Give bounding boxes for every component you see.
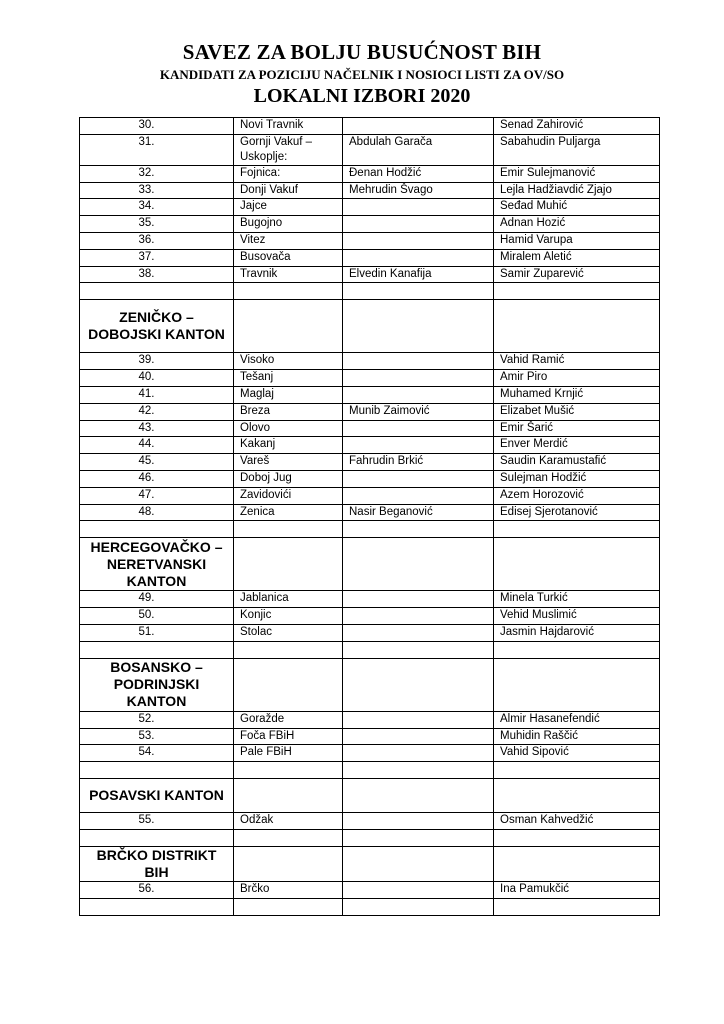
empty-cell — [494, 829, 660, 846]
region-header-row — [80, 658, 660, 711]
mayor-candidate-cell — [343, 624, 494, 641]
empty-cell — [343, 538, 494, 591]
empty-cell — [343, 521, 494, 538]
row-number: 48. — [80, 504, 234, 521]
table-row — [80, 216, 660, 233]
municipality-cell: Fojnica: — [234, 165, 343, 182]
mayor-candidate-cell: Đenan Hodžić — [343, 165, 494, 182]
list-leader-cell: Hamid Varupa — [494, 232, 660, 249]
municipality-cell: Travnik — [234, 266, 343, 283]
municipality-cell: Konjic — [234, 608, 343, 625]
empty-cell — [494, 283, 660, 300]
table-row — [80, 118, 660, 135]
region-name: HERCEGOVAČKO – NERETVANSKI KANTON — [80, 538, 234, 591]
table-row — [80, 353, 660, 370]
list-leader-cell: Emir Šarić — [494, 420, 660, 437]
municipality-cell: Jajce — [234, 199, 343, 216]
document-title: SAVEZ ZA BOLJU BUSUĆNOST BIH — [182, 40, 542, 64]
empty-cell — [234, 521, 343, 538]
region-header-row — [80, 538, 660, 591]
region-header-row — [80, 846, 660, 881]
document-subtitle: KANDIDATI ZA POZICIJU NAČELNIK I NOSIOCI LISTI ZA OV/SO — [159, 67, 565, 82]
list-leader-cell: Emir Sulejmanović — [494, 165, 660, 182]
mayor-candidate-cell: Mehrudin Švago — [343, 182, 494, 199]
list-leader-cell: Ina Pamukčić — [494, 881, 660, 898]
region-name: POSAVSKI KANTON — [80, 779, 234, 813]
list-leader-cell: Minela Turkić — [494, 591, 660, 608]
row-number: 36. — [80, 232, 234, 249]
empty-cell — [80, 829, 234, 846]
empty-cell — [234, 641, 343, 658]
municipality-cell: Novi Travnik — [234, 118, 343, 135]
table-row — [80, 266, 660, 283]
municipality-cell: Maglaj — [234, 386, 343, 403]
table-row — [80, 437, 660, 454]
list-leader-cell: Osman Kahvedžić — [494, 813, 660, 830]
municipality-cell: Pale FBiH — [234, 745, 343, 762]
row-number: 35. — [80, 216, 234, 233]
empty-cell — [343, 283, 494, 300]
row-number: 46. — [80, 470, 234, 487]
mayor-candidate-cell: Abdulah Garača — [343, 134, 494, 165]
table-row — [80, 370, 660, 387]
row-number: 40. — [80, 370, 234, 387]
row-number: 43. — [80, 420, 234, 437]
empty-cell — [494, 846, 660, 881]
empty-cell — [234, 846, 343, 881]
empty-cell — [234, 283, 343, 300]
empty-cell — [234, 829, 343, 846]
mayor-candidate-cell — [343, 813, 494, 830]
list-leader-cell: Jasmin Hajdarović — [494, 624, 660, 641]
mayor-candidate-cell — [343, 745, 494, 762]
table-row — [80, 624, 660, 641]
empty-cell — [80, 762, 234, 779]
table-row — [80, 591, 660, 608]
empty-cell — [494, 898, 660, 915]
empty-cell — [494, 762, 660, 779]
mayor-candidate-cell — [343, 487, 494, 504]
empty-cell — [494, 641, 660, 658]
municipality-cell: Donji Vakuf — [234, 182, 343, 199]
empty-cell — [234, 538, 343, 591]
table-row — [80, 608, 660, 625]
list-leader-cell: Almir Hasanefendić — [494, 711, 660, 728]
table-row — [80, 420, 660, 437]
region-name: BOSANSKO – PODRINJSKI KANTON — [80, 658, 234, 711]
empty-cell — [234, 779, 343, 813]
mayor-candidate-cell — [343, 881, 494, 898]
municipality-cell: Busovača — [234, 249, 343, 266]
empty-cell — [494, 779, 660, 813]
mayor-candidate-cell — [343, 386, 494, 403]
table-row — [80, 232, 660, 249]
list-leader-cell: Muhamed Krnjić — [494, 386, 660, 403]
row-number: 45. — [80, 454, 234, 471]
mayor-candidate-cell — [343, 437, 494, 454]
empty-cell — [494, 538, 660, 591]
empty-cell — [80, 641, 234, 658]
empty-cell — [343, 658, 494, 711]
list-leader-cell: Edisej Sjerotanović — [494, 504, 660, 521]
empty-cell — [80, 283, 234, 300]
table-row — [80, 813, 660, 830]
mayor-candidate-cell — [343, 232, 494, 249]
municipality-cell: Stolac — [234, 624, 343, 641]
list-leader-cell: Senad Zahirović — [494, 118, 660, 135]
row-number: 56. — [80, 881, 234, 898]
list-leader-cell: Samir Zuparević — [494, 266, 660, 283]
municipality-cell: Olovo — [234, 420, 343, 437]
empty-cell — [494, 300, 660, 353]
row-number: 55. — [80, 813, 234, 830]
mayor-candidate-cell — [343, 216, 494, 233]
list-leader-cell: Enver Merdić — [494, 437, 660, 454]
row-number: 34. — [80, 199, 234, 216]
mayor-candidate-cell — [343, 199, 494, 216]
row-number: 30. — [80, 118, 234, 135]
mayor-candidate-cell — [343, 470, 494, 487]
municipality-cell: Doboj Jug — [234, 470, 343, 487]
municipality-cell: Goražde — [234, 711, 343, 728]
row-number: 53. — [80, 728, 234, 745]
mayor-candidate-cell — [343, 370, 494, 387]
row-number: 41. — [80, 386, 234, 403]
table-row — [80, 403, 660, 420]
blank-row — [80, 283, 660, 300]
row-number: 52. — [80, 711, 234, 728]
list-leader-cell: Azem Horozović — [494, 487, 660, 504]
list-leader-cell: Miralem Aletić — [494, 249, 660, 266]
row-number: 31. — [80, 134, 234, 165]
municipality-cell: Breza — [234, 403, 343, 420]
mayor-candidate-cell: Nasir Beganović — [343, 504, 494, 521]
table-row — [80, 386, 660, 403]
table-row — [80, 504, 660, 521]
municipality-cell: Vareš — [234, 454, 343, 471]
candidates-table — [79, 117, 660, 916]
row-number: 50. — [80, 608, 234, 625]
table-row — [80, 165, 660, 182]
list-leader-cell: Sulejman Hodžić — [494, 470, 660, 487]
table-row — [80, 881, 660, 898]
blank-row — [80, 641, 660, 658]
mayor-candidate-cell — [343, 420, 494, 437]
candidates-table-body — [80, 118, 660, 916]
list-leader-cell: Vahid Ramić — [494, 353, 660, 370]
list-leader-cell: Muhidin Raščić — [494, 728, 660, 745]
row-number: 47. — [80, 487, 234, 504]
table-row — [80, 711, 660, 728]
municipality-cell: Foča FBiH — [234, 728, 343, 745]
table-row — [80, 454, 660, 471]
empty-cell — [343, 300, 494, 353]
municipality-cell: Brčko — [234, 881, 343, 898]
municipality-cell: Zenica — [234, 504, 343, 521]
mayor-candidate-cell — [343, 711, 494, 728]
blank-row — [80, 898, 660, 915]
table-row — [80, 487, 660, 504]
municipality-cell: Bugojno — [234, 216, 343, 233]
mayor-candidate-cell — [343, 118, 494, 135]
blank-row — [80, 762, 660, 779]
table-row — [80, 182, 660, 199]
list-leader-cell: Lejla Hadžiavdić Zjajo — [494, 182, 660, 199]
empty-cell — [80, 521, 234, 538]
empty-cell — [234, 898, 343, 915]
empty-cell — [80, 898, 234, 915]
empty-cell — [234, 300, 343, 353]
row-number: 37. — [80, 249, 234, 266]
mayor-candidate-cell — [343, 728, 494, 745]
table-row — [80, 745, 660, 762]
mayor-candidate-cell — [343, 249, 494, 266]
empty-cell — [343, 762, 494, 779]
region-header-row — [80, 779, 660, 813]
municipality-cell: Zavidovići — [234, 487, 343, 504]
municipality-cell: Kakanj — [234, 437, 343, 454]
table-row — [80, 249, 660, 266]
empty-cell — [343, 779, 494, 813]
mayor-candidate-cell: Munib Zaimović — [343, 403, 494, 420]
blank-row — [80, 521, 660, 538]
region-name: BRČKO DISTRIKT BIH — [80, 846, 234, 881]
empty-cell — [234, 658, 343, 711]
mayor-candidate-cell — [343, 591, 494, 608]
empty-cell — [343, 898, 494, 915]
table-row — [80, 728, 660, 745]
empty-cell — [343, 829, 494, 846]
row-number: 33. — [80, 182, 234, 199]
row-number: 44. — [80, 437, 234, 454]
list-leader-cell: Amir Piro — [494, 370, 660, 387]
mayor-candidate-cell — [343, 353, 494, 370]
row-number: 38. — [80, 266, 234, 283]
table-row — [80, 470, 660, 487]
election-title: LOKALNI IZBORI 2020 — [253, 85, 471, 107]
row-number: 32. — [80, 165, 234, 182]
table-row — [80, 199, 660, 216]
list-leader-cell: Vahid Sipović — [494, 745, 660, 762]
row-number: 51. — [80, 624, 234, 641]
region-header-row — [80, 300, 660, 353]
row-number: 54. — [80, 745, 234, 762]
table-row — [80, 134, 660, 165]
list-leader-cell: Adnan Hozić — [494, 216, 660, 233]
row-number: 39. — [80, 353, 234, 370]
list-leader-cell: Vehid Muslimić — [494, 608, 660, 625]
empty-cell — [343, 641, 494, 658]
mayor-candidate-cell — [343, 608, 494, 625]
mayor-candidate-cell: Fahrudin Brkić — [343, 454, 494, 471]
list-leader-cell: Saudin Karamustafić — [494, 454, 660, 471]
municipality-cell: Jablanica — [234, 591, 343, 608]
municipality-cell: Vitez — [234, 232, 343, 249]
list-leader-cell: Sabahudin Puljarga — [494, 134, 660, 165]
municipality-cell: Odžak — [234, 813, 343, 830]
municipality-cell: Gornji Vakuf – Uskoplje: — [234, 134, 343, 165]
region-name: ZENIČKO – DOBOJSKI KANTON — [80, 300, 234, 353]
row-number: 49. — [80, 591, 234, 608]
empty-cell — [494, 521, 660, 538]
blank-row — [80, 829, 660, 846]
empty-cell — [494, 658, 660, 711]
list-leader-cell: Elizabet Mušić — [494, 403, 660, 420]
empty-cell — [343, 846, 494, 881]
municipality-cell: Tešanj — [234, 370, 343, 387]
mayor-candidate-cell: Elvedin Kanafija — [343, 266, 494, 283]
list-leader-cell: Seđad Muhić — [494, 199, 660, 216]
empty-cell — [234, 762, 343, 779]
row-number: 42. — [80, 403, 234, 420]
municipality-cell: Visoko — [234, 353, 343, 370]
